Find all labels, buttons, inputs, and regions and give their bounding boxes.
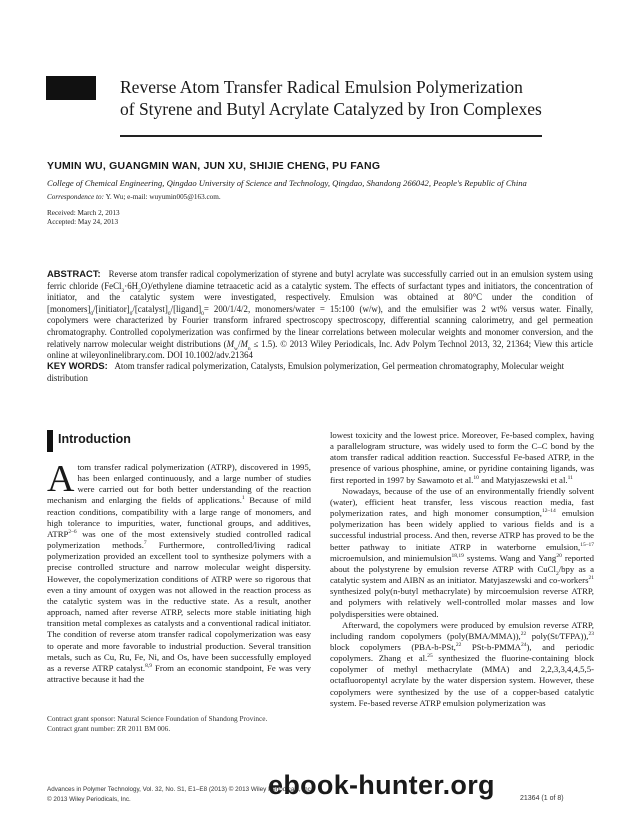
abstract-label: ABSTRACT: (47, 268, 101, 279)
abstract: ABSTRACT: Reverse atom transfer radical copolymerization of styrene and butyl acrylate was successfully carried out in an emulsion system using ferric chloride $(FeCl_3\cdot 6H_2O)$/ethylene diamine tetraacetic acid as a catalytic system. The effects of surfactant types and initiators, the concentration of initiator, and the catalytic system were investigated, respectively. Emulsion was obtained at 80°C under the condition of $[monomers]_0/[initiator]_0/[catalyst]_0/[ligand]_0= 200/1/4/2$, monomers/water = 15:100 (w/w), and the emulsifier was 2 wt% versus water. Finally, copolymers were characterized by Fourier transform infrared spectroscopy spectroscopy, differential scanning calorimetry, and gel permeation chromatography. Controlled copolymerization was confirmed by the linear correlations between molecular weights and monomer conversion, and the relatively narrow molecular weight distributions $(M_w/M_n \le 1.5)$. © 2013 Wiley Periodicals, Inc. Adv Polym Technol 2013, 32, 21364; View this article online at wileyonlinelibrary.com. DOI 10.1002/adv.21364 (47, 268, 594, 361)
title-divider (120, 135, 542, 137)
watermark: ebook-hunter.org (268, 770, 495, 800)
paragraph-nowadays: Nowadays, because of the use of an environmentally friendly solvent (water), efficient heat transfer, less viscous reaction media, fast polymerization rates, and high monomer consumption,$^{12-14}$ emulsion polymerization has been widely applied to various fields and is a successful industrial process. And then, reverse ATRP has proved to be the better pathway to initiate ATRP in waterborne emulsion,$^{15-17}$ microemulsion, and miniemulsion$^{18,19}$ systems. Wang and Yang$^{20}$ reported about the polystyrene by emulsion reverse ATRP with CuCl$_2$/bpy as a catalytic system and AIBN as an initiator. Matyjaszewski and co-workers$^{21}$ synthesized poly(n-butyl methacrylate) by mircoemulsion reverse ATRP, and polymers with relatively well-controlled molar masses and low polydispersities were obtained. (330, 485, 595, 619)
article-title: Reverse Atom Transfer Radical Emulsion Polymerization of Styrene and Butyl Acrylate Catalyzed by Iron Complexes (120, 77, 542, 119)
paragraph-continued: lowest toxicity and the lowest price. Moreover, Fe-based complex, having a parallelogram structure, was widely used to form the C–C bond by the atom transfer radical addition reaction. Successful Fe-based ATRP, in the presence of various phosphine, amine, or pyridine containing ligands, was first reported in 1997 by Sawamoto et al.$^{10}$ and Matyjaszewski et al.$^{11}$ (330, 430, 594, 485)
title-marker-bar (46, 76, 96, 100)
section-heading-introduction: Introduction (58, 432, 131, 446)
affiliation: College of Chemical Engineering, Qingdao University of Science and Technology, Qingdao, Shandong 266042, People's Republic of China (47, 178, 527, 188)
right-column-body (330, 430, 594, 709)
drop-cap: A (47, 458, 75, 500)
correspondence: Correspondence to: Y. Wu; e-mail: wuyumin005@163.com. (47, 193, 221, 201)
correspondence-email[interactable]: Y. Wu; e-mail: wuyumin005@163.com. (105, 193, 221, 201)
author-list: YUMIN WU, GUANGMIN WAN, JUN XU, SHIJIE CHENG, PU FANG (47, 160, 381, 172)
funding-footnote: Contract grant sponsor: Natural Science Foundation of Shandong Province. Contract grant number: ZR 2011 BM 006. (47, 714, 268, 733)
keywords-label: KEY WORDS: (47, 360, 108, 371)
submission-dates: Received: March 2, 2013 Accepted: May 24, 2013 (47, 209, 120, 226)
left-column-body (47, 458, 311, 685)
paragraph-afterward: Afterward, the copolymers were produced by emulsion reverse ATRP, including random copolymers (poly(BMA/MMA)),$^{22}$ poly(St/TFPA)),$^{23}$ block copolymers (PBA-b-PSt,$^{22}$ PSt-b-PMMA$^{24}$), and periodic copolymers. Zhang et al.$^{25}$ synthesized the fluorine-containing block copolymer of methyl methacrylate (MMA) and 2,2,3,3,4,4,5,5-octafluoropentyl acrylate by the water dispersion system. However, these copolymers were synthesized by the use of a copper-based catalytic system. Fe-based reverse ATRP emulsion polymerization was (330, 619, 594, 708)
section-marker-bar (47, 430, 53, 452)
journal-footer: Advances in Polymer Technology, Vol. 32, No. S1, E1–E8 (2013) © 2013 Wiley Periodicals, Inc. © 2013 Wiley Periodicals, Inc. (47, 786, 313, 803)
keywords: KEY WORDS: Atom transfer radical polymerization, Catalysts, Emulsion polymerization, Gel permeation chromatography, Molecular weight distribution (47, 360, 565, 383)
intro-paragraph-1: Atom transfer radical polymerization (ATRP), discovered in 1995, has been enlarged continuously, and a large number of studies were carried out for both better understanding of the reaction mechanism and enlarging the fields of applications.$^1$ Because of mild reaction conditions, compatibility with a large range of monomers, and high tolerance to impurities, water, functional groups, and additives, ATRP$^{2-6}$ was one of the most extensively studied controlled radical polymerization methods.$^7$ Furthermore, controlled/living radical polymerization provided an excellent tool to synthesize polymers with a precise controlled structure and narrow molecular weight dispersity. However, the copolymerization conditions of ATRP were so rigorous that even a tiny amount of oxygen was not allowed in the reaction process as the catalytic system was in the reductive state. As a result, another approach, named after reverse ATRP, selects more stable initiating high transition metal complexes as catalysts and a conventional radical initiator. The condition of reverse atom transfer radical copolymerization was easy to operate and more favorable to industrial production. Several transition metals, such as Cu, Ru, Fe, Ni, and Os, have been successfully employed as a reverse ATRP catalyst.$^{8,9}$ From an economic standpoint, Fe was very attractive because it had the (47, 458, 311, 684)
page-number: 21364 (1 of 8) (520, 795, 564, 802)
